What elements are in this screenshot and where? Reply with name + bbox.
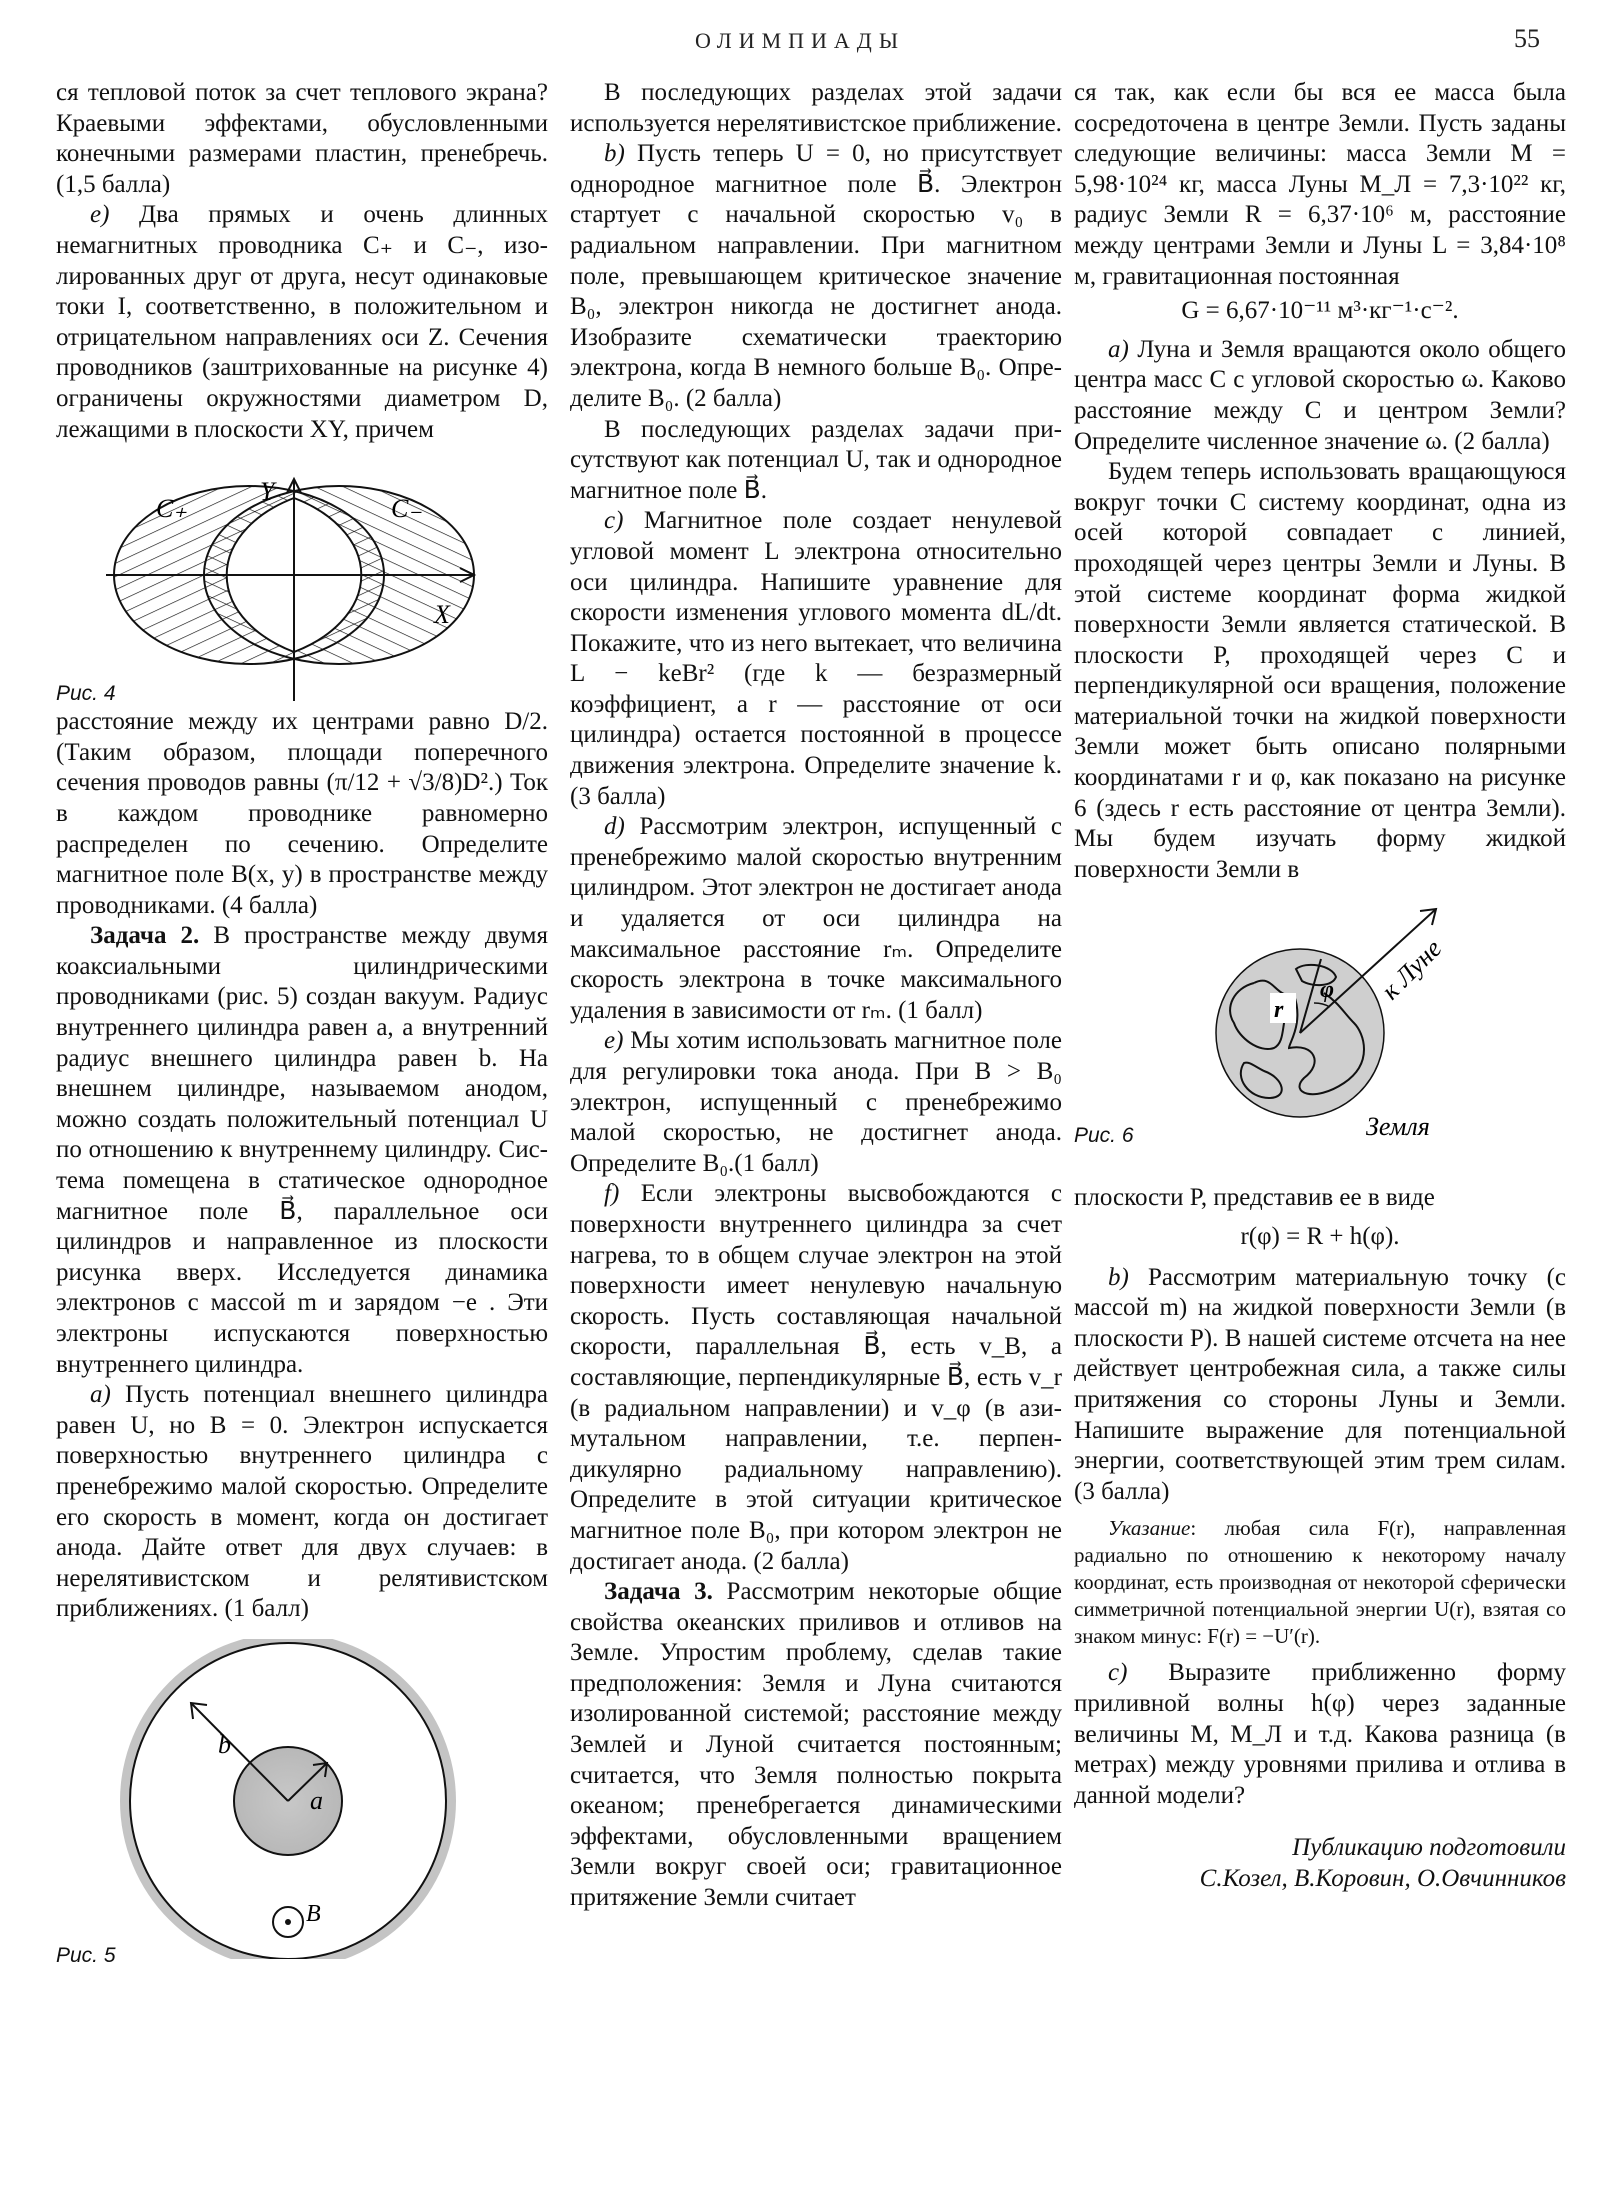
coaxial-cylinders-diagram bbox=[56, 1639, 548, 1959]
two-circles-diagram bbox=[56, 445, 548, 707]
label-a: a bbox=[310, 1785, 323, 1815]
item-label: c) bbox=[1108, 1659, 1128, 1687]
section-title: ОЛИМПИАДЫ bbox=[694, 28, 906, 53]
paragraph: ся тепловой поток за счет теплового экрана? Краевыми эффектами, обусловленными конечными размерами пластин, пренебречь. (1,5 балла) bbox=[56, 79, 548, 198]
credits-line-1: Публикацию подготовили bbox=[1292, 1834, 1566, 1862]
item-label: e) bbox=[604, 1027, 624, 1055]
paragraph-text: Луна и Земля вращаются около общего центра масс C с угловой скоростью ω. Каково расстояние между C и центром Земли? Определите численное значение ω. (2 балла) bbox=[1074, 335, 1566, 455]
paragraph-text: Если электроны высвобождаются с поверхности внутреннего цилиндра за счет нагрева, то в общем случае электрон на этой поверхности имеет ненулевую начальную скорость. Пусть составляющая начальной скорости, параллельная B⃗, есть v_B, а составляющие, перпендикулярные B⃗, есть v_r (в радиальном направлении) и v_φ (в азимутальном направлении, т.е. перпендикулярно радиальному направлению). Определите в этой ситуации критическое магнитное поле B₀, при котором электрон не достигает анода. (2 балла) bbox=[570, 1180, 1062, 1575]
paragraph-text: Пусть теперь U = 0, но присутствует однородное магнитное поле B⃗. Электрон стартует с начальной скоростью v₀ в радиальном направлении. При магнитном поле, превышающем критическое значение B₀, электрон никогда не достигнет анода. Изобразите схематически траекторию электрона, когда B немного больше B₀. Определите B₀. (2 балла) bbox=[570, 140, 1062, 412]
figure-5 bbox=[56, 1639, 548, 1967]
paragraph: В последующих разделах этой задачи используется нерелятивистское приближение. bbox=[570, 79, 1062, 137]
item-label: c) bbox=[604, 507, 624, 535]
paragraph-text: Рассмотрим электрон, испущенный с пренебрежимо малой скоростью внутренним цилиндром. Этот электрон не достигает анода и удаляется от оси цилиндра на максимальное расстояние rₘ. Определите скорость электрона в точке максимального удаления в зависимости от rₘ. (1 балл) bbox=[570, 813, 1062, 1024]
paragraph-c bbox=[570, 506, 1062, 812]
paragraph-b bbox=[1074, 1263, 1566, 1508]
paragraph: Будем теперь использовать вращающуюся вокруг точки C систему координат, одна из осей которой совпадает с линией, проходящей через центры Земли и Луны. В этой системе координат форма жидкой поверхности Земли является статической. В плоскости P, проходящей через C и перпендикулярной оси вращения, положение материальной точки на жидкой поверхности Земли может быть описано полярными координатами r и φ, как показано на рисунке 6 (здесь r есть расстояние от центра Земли). Мы будем изучать форму жидкой поверхности Земли в bbox=[1074, 458, 1566, 883]
figure-4 bbox=[56, 445, 548, 707]
item-label: b) bbox=[1108, 1263, 1129, 1291]
paragraph-a bbox=[1074, 335, 1566, 457]
paragraph-e bbox=[56, 200, 548, 445]
paragraph-c bbox=[1074, 1658, 1566, 1811]
label-earth: Земля bbox=[1366, 1112, 1430, 1142]
figure-4-caption: Рис. 4 bbox=[56, 682, 116, 706]
label-to-moon: к Луне bbox=[1375, 934, 1448, 1006]
hint-paragraph bbox=[1074, 1515, 1566, 1650]
formula-r: r(φ) = R + h(φ). bbox=[1240, 1223, 1400, 1251]
paragraph: ся так, как если бы вся ее масса была сосредоточена в центре Земли. Пусть заданы следующие величины: масса Земли M = 5,98·10²⁴ кг, масса Луны M_Л = 7,3·10²² кг, радиус Земли R = 6,37·10⁶ м, расстояние между центрами Земли и Луны L = 3,84·10⁸ м, гравитационная постоянная bbox=[1074, 79, 1566, 290]
label-c-minus: C₋ bbox=[391, 494, 423, 524]
paragraph-e bbox=[570, 1026, 1062, 1179]
hint-text: : любая сила F(r), направленная радиально по отношению к некоторому началу координат, есть производная от некоторой сферически симметричной потенциальной энергии U(r), взятая со знаком минус: F(r) = −U′(r). bbox=[1074, 1516, 1566, 1649]
column-2 bbox=[570, 78, 1062, 1914]
task-3-paragraph bbox=[570, 1577, 1062, 1914]
axis-x-label: X bbox=[434, 600, 450, 630]
earth-moon-diagram bbox=[1074, 903, 1566, 1153]
item-label: d) bbox=[604, 813, 625, 841]
label-B: B bbox=[306, 1900, 321, 1927]
task-2-label: Задача 2. bbox=[90, 922, 200, 950]
formula-g: G = 6,67·10⁻¹¹ м³·кг⁻¹·с⁻². bbox=[1181, 297, 1459, 325]
task-2-paragraph bbox=[56, 921, 548, 1380]
page-number: 55 bbox=[1514, 24, 1540, 53]
column-3 bbox=[1074, 78, 1566, 1895]
axis-y-label: Y bbox=[260, 477, 275, 507]
paragraph-text: Пусть потенциал внешнего цилиндра равен U, но B = 0. Электрон испускается поверхностью внутреннего цилиндра с пренебрежимо малой скоростью. Определите его скорость в момент, когда он достигает анода. Дайте ответ для двух случаев: в нерелятивистском и релятивистском приближениях. (1 балл) bbox=[56, 1381, 548, 1623]
paragraph: плоскости P, представив ее в виде bbox=[1074, 1184, 1435, 1212]
item-label: a) bbox=[90, 1381, 111, 1409]
task-3-label: Задача 3. bbox=[604, 1578, 713, 1606]
hint-label: Указание bbox=[1108, 1516, 1191, 1541]
paragraph-b bbox=[570, 139, 1062, 414]
paragraph-text: Два прямых и очень длинных немагнитных проводника C₊ и C₋, изолированных друг от друга, несут одинаковые токи I, соответственно, в положительном и отрицательном направлениях оси Z. Сечения проводников (заштрихованные на рисунке 4) ограничены окружностями диаметром D, лежащими в плоскости XY, причем bbox=[56, 201, 548, 443]
credits-line-2: С.Козел, В.Коровин, О.Овчинников bbox=[1199, 1864, 1566, 1892]
item-label: e) bbox=[90, 201, 110, 229]
paragraph: В последующих разделах задачи присутствуют как потенциал U, так и однородное магнитное поле B⃗. bbox=[570, 415, 1062, 504]
label-b: b bbox=[218, 1729, 231, 1759]
paragraph-d bbox=[570, 812, 1062, 1026]
paragraph-text: Рассмотрим материальную точку (с массой m) на жидкой поверхности Земли (в плоскости P). В нашей системе отсчета на нее действует центробежная сила, а также силы притяжения со стороны Луны и Земли. Напишите выражение для потенциальной энергии, соответствующей этим трем силам. (3 балла) bbox=[1074, 1263, 1566, 1505]
paragraph-text: Рассмотрим некоторые общие свойства океанских приливов и отливов на Земле. Упростим проблему, сделав такие предположения: Земля и Луна считаются изолированной системой; расстояние между Землей и Луной считается постоянным; считается, что Земля полностью покрыта океаном; пренебрегается динамическими эффектами, обусловленными вращением Земли вокруг своей оси; гравитационное притяжение Земли считает bbox=[570, 1578, 1062, 1912]
figure-6-caption: Рис. 6 bbox=[1074, 1124, 1134, 1148]
label-phi: φ bbox=[1320, 977, 1335, 1004]
label-r: r bbox=[1274, 997, 1284, 1024]
paragraph-text: Мы хотим использовать магнитное поле для регулировки тока анода. При B > B₀ электрон, испущенный с пренебрежимо малой скоростью, не достигнет анода. Определите B₀.(1 балл) bbox=[570, 1027, 1062, 1177]
paragraph-f bbox=[570, 1179, 1062, 1577]
column-1 bbox=[56, 78, 548, 1967]
paragraph-text: В пространстве между двумя коаксиальными цилиндрическими проводниками (рис. 5) создан вакуум. Радиус внутреннего цилиндра равен a, а внутренний радиус внешнего цилиндра равен b. На внешнем цилиндре, называемом анодом, можно создать положительный потенциал U по отношению к внутреннему цилиндру. Система помещена в статическое однородное магнитное поле B⃗, параллельное оси цилиндров и направленное из плоскости рисунка вверх. Исследуется динамика электронов с массой m и зарядом −e . Эти электроны испускаются поверхностью внутреннего цилиндра. bbox=[56, 922, 548, 1378]
item-label: f) bbox=[604, 1180, 620, 1208]
paragraph: расстояние между их центрами равно D/2. (Таким образом, площади поперечного сечения проводов равны (π/12 + √3/8)D².) Ток в каждом проводнике равномерно распределен по сечению. Определите магнитное поле B(x, y) в пространстве между проводниками. (4 балла) bbox=[56, 708, 548, 919]
paragraph-text: Магнитное поле создает ненулевой угловой момент L электрона относительно оси цилиндра. Напишите уравнение для скорости изменения углового момента dL/dt. Покажите, что из него вытекает, что величина L − keBr² (где k — безразмерный коэффициент, а r — расстояние от оси цилиндра) остается постоянной в процессе движения электрона. Определите значение k. (3 балла) bbox=[570, 507, 1062, 810]
label-c-plus: C₊ bbox=[156, 494, 188, 524]
paragraph-a bbox=[56, 1380, 548, 1625]
paragraph-text: Выразите приближенно форму приливной волны h(φ) через заданные величины M, M_Л и т.д. Какова разница (в метрах) между уровнями прилива и отлива в данной модели? bbox=[1074, 1659, 1566, 1809]
figure-5-caption: Рис. 5 bbox=[56, 1943, 116, 1967]
item-label: a) bbox=[1108, 335, 1129, 363]
item-label: b) bbox=[604, 140, 625, 168]
figure-6 bbox=[1074, 903, 1566, 1153]
